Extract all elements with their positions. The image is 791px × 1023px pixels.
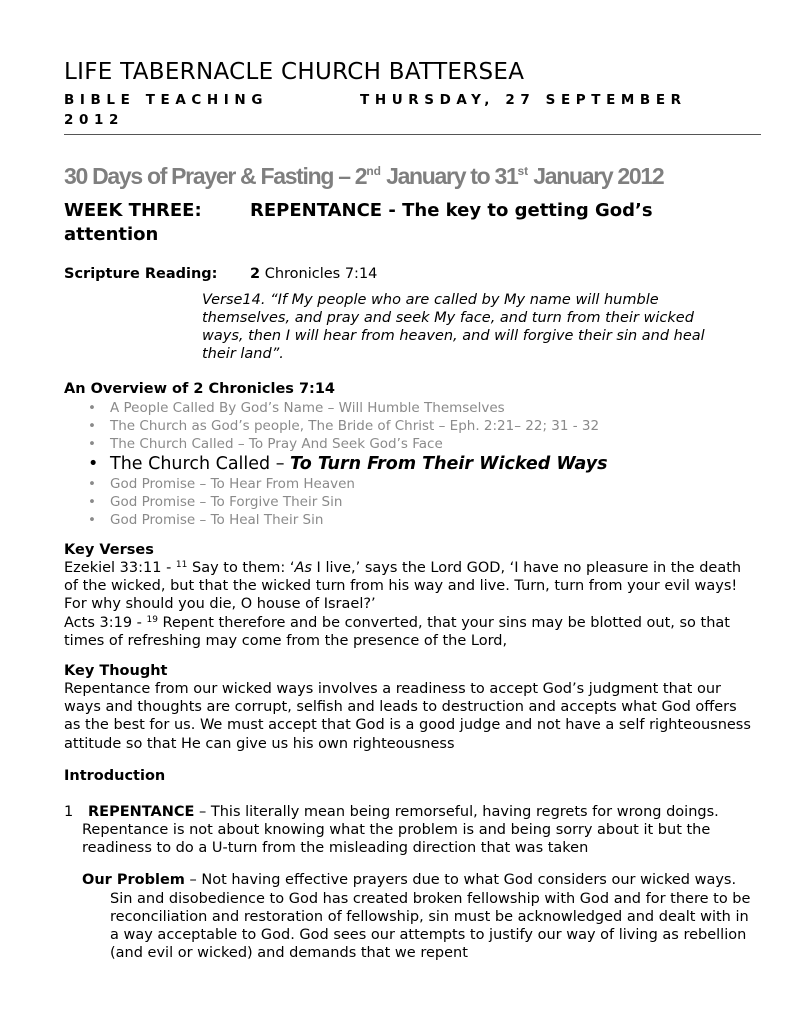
header-divider (64, 134, 761, 135)
highlight-emphasis: To Turn From Their Wicked Ways (290, 454, 608, 474)
ezekiel-verse-num: 11 (175, 560, 188, 570)
our-problem-paragraph (82, 871, 751, 962)
week-heading (64, 199, 751, 247)
title-sup-2: st (517, 164, 529, 178)
scripture-book-num: 2 (250, 266, 261, 282)
acts-verse (64, 614, 751, 650)
acts-text: Repent therefore and be converted, that your sins may be blotted out, so that times of refreshing may come from the presence of the Lord, (64, 614, 730, 649)
date-line: THURSDAY, 27 SEPTEMBER (360, 92, 687, 108)
repentance-text: – This literally mean being remorseful, having regrets for wrong doings. Repentance is not about knowing what the problem is and being sorry about it but the readiness to do a U-turn from the misleading direction that was taken (82, 803, 719, 857)
introduction-heading: Introduction (64, 767, 166, 784)
list-item: • God Promise – To Heal Their Sin (64, 511, 751, 529)
title-part-2: January to 31 (380, 163, 518, 189)
scripture-ref: Chronicles 7:14 (260, 266, 378, 282)
point-number: 1 (64, 803, 74, 820)
repentance-point (64, 803, 751, 858)
list-item: • God Promise – To Forgive Their Sin (64, 493, 751, 511)
main-title (64, 163, 751, 189)
week-title-line2: attention (64, 224, 159, 245)
ezekiel-pre: Say to them: ‘ (187, 560, 295, 576)
scripture-verse: Verse14. “If My people who are called by My name will humble themselves, and pray and seek My face, and turn from their wicked ways, then I will hear from heaven, and will forgive their sin and heal their land”. (202, 292, 705, 362)
list-item: • A People Called By God’s Name – Will Humble Themselves (64, 399, 751, 417)
ezekiel-text: I live,’ says the Lord GOD, ‘I have no pleasure in the death of the wicked, but that the wicked turn from his way and live. Turn, turn from your evil ways! For why should you die, O house of Israel?’ (64, 560, 742, 613)
key-thought-heading: Key Thought (64, 663, 168, 680)
list-item: • God Promise – To Hear From Heaven (64, 475, 751, 493)
key-verses-section (64, 541, 751, 650)
list-item-highlight (64, 453, 751, 475)
overview-section (64, 380, 751, 529)
our-problem-text: – Not having effective prayers due to what God considers our wicked ways. Sin and disobedience to God has created broken fellowship with God and for there to be reconciliation and restoration of fellowship, sin must be acknowledged and dealt with in a way acceptable to God. God sees our attempts to justify our way of living as rebellion (and evil or wicked) and demands that we repent (110, 872, 751, 962)
overview-heading: An Overview of 2 Chronicles 7:14 (64, 381, 336, 397)
week-title-line1: REPENTANCE - The key to getting God’s (250, 200, 653, 221)
scripture-reading (64, 265, 751, 283)
church-name: LIFE TABERNACLE CHURCH BATTERSEA (64, 59, 525, 85)
acts-verse-num: 19 (146, 614, 158, 625)
title-sup-1: nd (366, 164, 381, 178)
teaching-label: BIBLE TEACHING (64, 92, 269, 108)
teaching-date-line (64, 90, 751, 130)
year: 2012 (64, 112, 124, 128)
week-label: WEEK THREE: (64, 200, 202, 221)
list-item: • The Church Called – To Pray And Seek God’s Face (64, 435, 751, 453)
scripture-label: Scripture Reading: (64, 266, 218, 282)
title-part-3: January 2012 (528, 163, 664, 189)
highlight-prefix: The Church Called – (110, 454, 291, 474)
list-item: • The Church as God’s people, The Bride of Christ – Eph. 2:21– 22; 31 - 32 (64, 417, 751, 435)
our-problem-label: Our Problem (82, 872, 185, 889)
acts-ref: Acts 3:19 - (64, 614, 147, 631)
repentance-term: REPENTANCE (88, 803, 195, 820)
key-thought-text: Repentance from our wicked ways involves a readiness to accept God’s judgment that our ways and thoughts are corrupt, selfish and leads to destruction and accepts what God offers as the best for us. We must accept that God is a good judge and not have a self righteousness attitude so that He can give us his own righteousness (64, 681, 751, 752)
ezekiel-verse (64, 559, 751, 614)
key-thought-section (64, 662, 751, 753)
ezekiel-as: As (294, 560, 312, 576)
ezekiel-ref: Ezekiel 33:11 - (64, 560, 176, 576)
title-part-1: 30 Days of Prayer & Fasting – 2 (64, 163, 367, 189)
overview-list (64, 399, 751, 529)
key-verses-heading: Key Verses (64, 542, 154, 558)
